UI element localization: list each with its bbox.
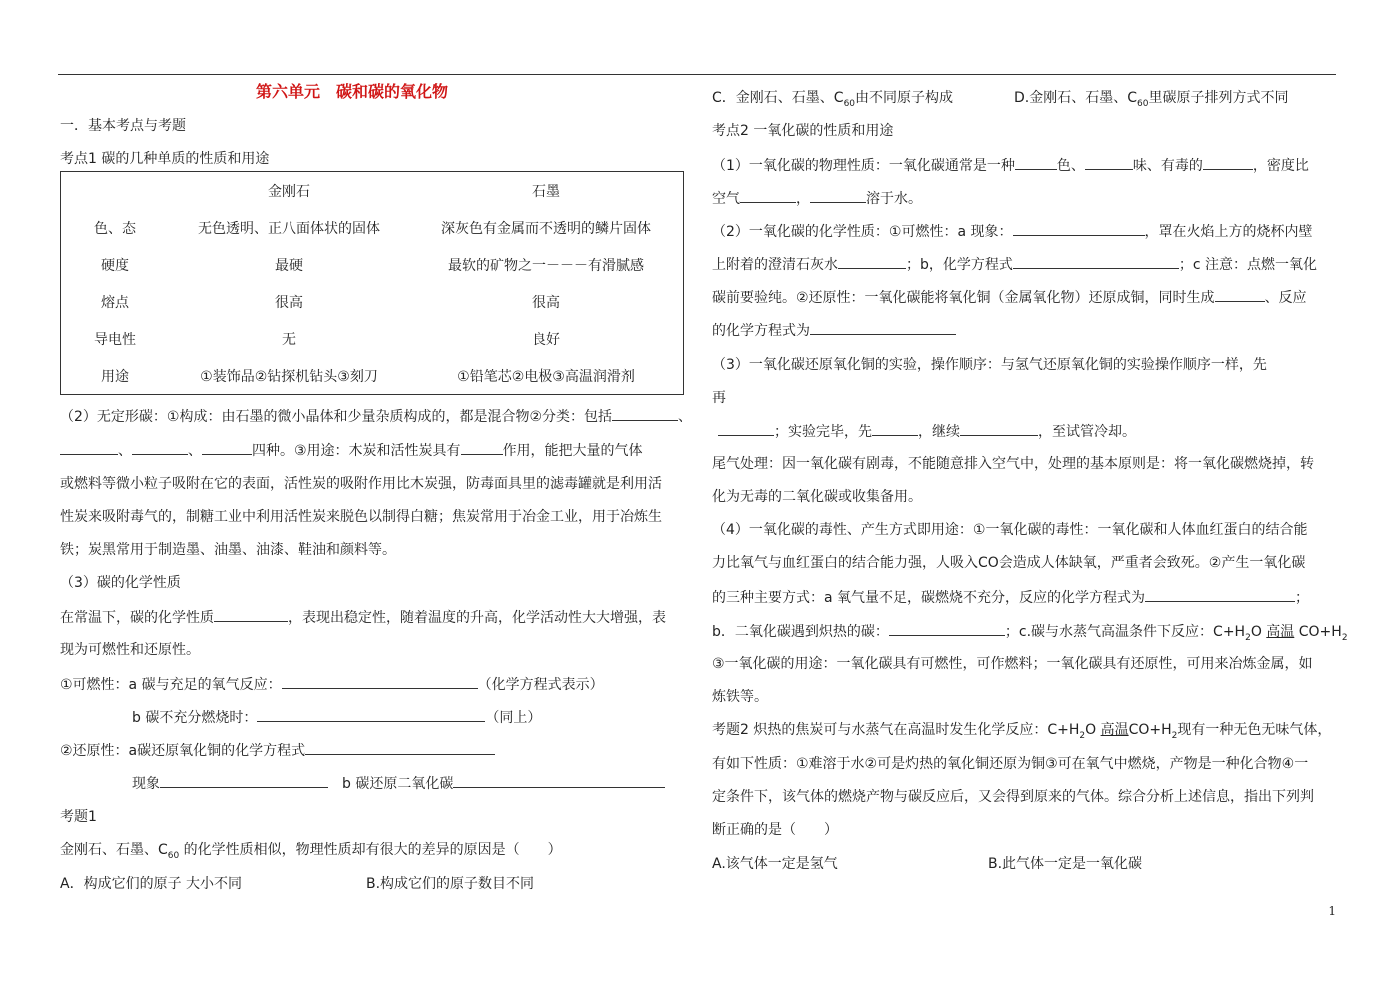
- blank-line[interactable]: [202, 440, 252, 455]
- text-segment: 色、: [1056, 158, 1085, 174]
- blank-line[interactable]: [1013, 221, 1145, 236]
- text-segment: 的化学方程式为: [712, 323, 810, 339]
- section-heading: 一．基本考点与考题: [60, 118, 186, 134]
- blank-line[interactable]: [1215, 287, 1265, 302]
- subscript: 2: [1079, 730, 1086, 741]
- text-line: [712, 221, 1313, 242]
- blank-line[interactable]: [214, 607, 288, 622]
- text-line: 尾气处理：因一氧化碳有剧毒，不能随意排入空气中，处理的基本原则是：将一氧化碳燃烧掉，转: [712, 456, 1314, 472]
- text-line: 有如下性质：①难溶于水②可是灼热的氧化铜还原为铜③可在氧气中燃烧，产物是一种化合物④一: [712, 756, 1309, 772]
- table-cell: 导电性: [94, 331, 136, 348]
- text-line: 化为无毒的二氧化碳或收集备用。: [712, 489, 922, 505]
- text-line: [132, 707, 541, 728]
- blank-line[interactable]: [718, 421, 774, 436]
- text-segment: b 碳不充分燃烧时：: [132, 710, 258, 726]
- table-cell: 良好: [532, 331, 560, 348]
- table-row: [61, 320, 684, 357]
- blank-line[interactable]: [282, 674, 478, 689]
- exam-1-heading: 考题1: [60, 809, 97, 825]
- text-segment: 空气: [712, 191, 740, 207]
- blank-line[interactable]: [461, 440, 503, 455]
- text-segment: 金刚石、石墨、C: [60, 842, 168, 858]
- text-segment: D.金刚石、石墨、C: [1014, 90, 1138, 106]
- table-header-cell: 金刚石: [268, 183, 310, 200]
- text-segment: （化学方程式表示）: [477, 677, 604, 693]
- text-segment: ；c 注意：点燃一氧化: [1178, 257, 1318, 273]
- blank-line[interactable]: [160, 773, 328, 788]
- page-number: 1: [1328, 904, 1336, 918]
- blank-line[interactable]: [257, 707, 485, 722]
- text-segment: ①可燃性：a 碳与充足的氧气反应：: [60, 677, 282, 693]
- text-line: 再: [712, 390, 726, 406]
- text-segment: ；实验完毕，先: [774, 424, 872, 440]
- unit-title: 第六单元 碳和碳的氧化物: [256, 82, 449, 101]
- kp1-heading: 考点1 碳的几种单质的性质和用途: [60, 151, 270, 167]
- text-segment: 由不同原子构成: [855, 90, 954, 106]
- text-line: [60, 674, 604, 695]
- table-cell: 很高: [532, 294, 560, 311]
- text-segment: 碳前要验纯。②还原性：一氧化碳能将氧化铜（金属氧化物）还原成铜，同时生成: [712, 290, 1215, 306]
- text-line: （3）一氧化碳还原氧化铜的实验，操作顺序：与氢气还原氧化铜的实验操作顺序一样，先: [712, 357, 1267, 373]
- blank-line[interactable]: [889, 621, 1005, 636]
- text-line: 炼铁等。: [712, 689, 768, 705]
- blank-line[interactable]: [872, 421, 918, 436]
- header-rule: [58, 74, 1336, 75]
- table-header-cell: 石墨: [532, 183, 560, 200]
- blank-line[interactable]: [60, 440, 118, 455]
- table-cell: 用途: [101, 368, 129, 385]
- table-cell: 色、态: [94, 220, 136, 237]
- kp2-heading: 考点2 一氧化碳的性质和用途: [712, 123, 894, 139]
- blank-line[interactable]: [453, 773, 665, 788]
- blank-line[interactable]: [838, 254, 906, 269]
- question-text: [60, 840, 562, 866]
- table-header-row: [61, 172, 684, 210]
- text-line: 铁；炭黑常用于制造墨、油墨、油漆、鞋油和颜料等。: [60, 542, 396, 558]
- text-segment: ，罩在火焰上方的烧杯内壁: [1144, 224, 1313, 240]
- text-segment: 考题2 炽热的焦炭可与水蒸气在高温时发生化学反应：C+H: [712, 722, 1080, 738]
- text-segment: 、反应: [1264, 290, 1307, 306]
- text-segment: ，至试管冷却。: [1038, 424, 1136, 440]
- table-row: [61, 283, 684, 320]
- option-a[interactable]: A.该气体一定是氢气: [712, 856, 838, 872]
- text-line: [60, 740, 495, 761]
- text-line: [712, 720, 1331, 746]
- text-segment: ；b，化学方程式: [906, 257, 1013, 273]
- text-line: （2）无定形碳：①构成：由石墨的微小晶体和少量杂质构成的，都是混合物②分类：包括 、: [60, 406, 692, 427]
- text-line: [132, 773, 665, 794]
- text-segment: ，密度比: [1252, 158, 1309, 174]
- option-c[interactable]: [712, 88, 953, 114]
- text-line: （4）一氧化碳的毒性、产生方式即用途：①一氧化碳的毒性：一氧化碳和人体血红蛋白的结合能: [712, 522, 1308, 538]
- subscript: 60: [1137, 98, 1149, 109]
- text-segment: 的三种主要方式：a 氧气量不足，碳燃烧不充分，反应的化学方程式为: [712, 590, 1146, 606]
- text-segment: ，: [796, 191, 810, 207]
- table-cell: ①铅笔芯②电极③高温润滑剂: [457, 368, 635, 385]
- blank-line[interactable]: [810, 320, 956, 335]
- text-segment: 现象: [132, 776, 160, 792]
- subscript: 60: [843, 98, 856, 109]
- blank-line[interactable]: [1085, 155, 1133, 170]
- subscript: 2: [1341, 632, 1348, 643]
- text-line: 现为可燃性和还原性。: [60, 642, 200, 658]
- table-cell: 无色透明、正八面体状的固体: [198, 220, 380, 237]
- text-segment: ；: [1295, 590, 1310, 606]
- subscript: 60: [167, 850, 180, 861]
- text-segment: 在常温下，碳的化学性质: [60, 610, 214, 626]
- text-segment: ，表现出稳定性，随着温度的升高，化学活动性大大增强，表: [288, 610, 666, 626]
- text-segment: O: [1250, 624, 1267, 640]
- blank-line[interactable]: [132, 440, 188, 455]
- subscript: 2: [1171, 730, 1178, 741]
- text-line: 或燃料等微小粒子吸附在它的表面，活性炭的吸附作用比木炭强，防毒面具里的滤毒罐就是利用活: [60, 476, 662, 492]
- text-line: [718, 421, 1136, 442]
- blank-line[interactable]: [740, 188, 796, 203]
- option-b[interactable]: B.构成它们的原子数目不同: [366, 876, 535, 892]
- table-cell: 无: [282, 331, 296, 348]
- text-segment: C．金刚石、石墨、C: [712, 90, 844, 106]
- table-cell: 最软的矿物之一－－－有滑腻感: [448, 257, 644, 274]
- reaction-condition: 高温: [1266, 624, 1295, 640]
- text-segment: 四种。③用途：木炭和活性炭具有: [252, 443, 461, 459]
- table-header-cell: [61, 172, 170, 210]
- option-b[interactable]: B.此气体一定是一氧化碳: [988, 856, 1143, 872]
- blank-line[interactable]: [1145, 587, 1295, 602]
- reaction-condition: 高温: [1100, 722, 1129, 738]
- text-segment: b．二氧化碳遇到炽热的碳：: [712, 624, 889, 640]
- option-a[interactable]: A．构成它们的原子 大小不同: [60, 876, 243, 892]
- table-row: [61, 209, 684, 246]
- table-cell: 深灰色有金属而不透明的鳞片固体: [441, 220, 651, 237]
- text-line: [712, 188, 922, 209]
- text-line: [712, 287, 1307, 308]
- blank-line[interactable]: [1015, 155, 1057, 170]
- table-cell: ①装饰品②钻探机钻头③刻刀: [200, 368, 378, 385]
- text-segment: CO+H: [1294, 624, 1342, 640]
- table-cell: 最硬: [275, 257, 303, 274]
- text-segment: （1）一氧化碳的物理性质：一氧化碳通常是一种: [712, 158, 1015, 174]
- subscript: 2: [1245, 632, 1251, 643]
- text-segment: 溶于水。: [866, 191, 922, 207]
- text-segment: ；c.碳与水蒸气高温条件下反应：C+H: [1004, 624, 1246, 640]
- blank-line[interactable]: [305, 740, 495, 755]
- table-row: [61, 357, 684, 395]
- table-cell: 熔点: [101, 294, 129, 311]
- text-segment: （同上）: [485, 710, 542, 726]
- text-line: [712, 320, 956, 341]
- text-segment: （2）无定形碳：①构成：由石墨的微小晶体和少量杂质构成的，都是混合物②分类：包括: [60, 409, 613, 425]
- text-line: [712, 155, 1309, 176]
- blank-line[interactable]: [1203, 155, 1253, 170]
- text-line: [712, 254, 1317, 275]
- table-row: [61, 246, 684, 283]
- option-d[interactable]: [1014, 88, 1288, 114]
- text-segment: 上附着的澄清石灰水: [712, 257, 838, 273]
- blank-line[interactable]: [1013, 254, 1179, 269]
- text-line: 定条件下，该气体的燃烧产物与碳反应后，又会得到原来的气体。综合分析上述信息，指出下列判: [712, 789, 1314, 805]
- text-line: [712, 621, 1348, 648]
- blank-line[interactable]: [960, 421, 1038, 436]
- text-segment: 现有一种无色无味气体，: [1177, 722, 1332, 738]
- text-line: 性炭来吸附毒气的，制糖工业中利用活性炭来脱色以制得白糖；焦炭常用于冶金工业，用于冶炼生: [60, 509, 662, 525]
- text-segment: ，继续: [918, 424, 960, 440]
- text-line: （3）碳的化学性质: [60, 575, 181, 591]
- blank-line[interactable]: [612, 406, 678, 421]
- text-segment: 的化学性质相似，物理性质却有很大的差异的原因是（ ）: [179, 842, 562, 858]
- text-segment: CO+H: [1128, 722, 1172, 738]
- text-segment: O: [1085, 722, 1101, 738]
- text-segment: b 碳还原二氧化碳: [342, 776, 454, 792]
- text-segment: 味、有毒的: [1132, 158, 1203, 174]
- table-cell: 很高: [275, 294, 303, 311]
- text-line: 、 、 四种。③用途：木炭和活性炭具有 作用，能把大量的气体: [60, 440, 643, 461]
- text-segment: 里碳原子排列方式不同: [1148, 90, 1289, 106]
- text-segment: （2）一氧化碳的化学性质：①可燃性：a 现象：: [712, 224, 1013, 240]
- text-line: [60, 607, 666, 628]
- text-line: ③一氧化碳的用途：一氧化碳具有可燃性，可作燃料；一氧化碳具有还原性，可用来冶炼金属，如: [712, 656, 1313, 672]
- table-cell: 硬度: [101, 257, 129, 274]
- text-line: 断正确的是（ ）: [712, 822, 838, 838]
- blank-line[interactable]: [810, 188, 866, 203]
- text-line: 力比氧气与血红蛋白的结合能力强，人吸入CO会造成人体缺氧，严重者会致死。②产生一氧化碳: [712, 555, 1306, 571]
- text-segment: 作用，能把大量的气体: [502, 443, 643, 459]
- text-line: [712, 587, 1309, 608]
- carbon-properties-table: [60, 171, 684, 395]
- text-segment: ②还原性：a碳还原氧化铜的化学方程式: [60, 743, 306, 759]
